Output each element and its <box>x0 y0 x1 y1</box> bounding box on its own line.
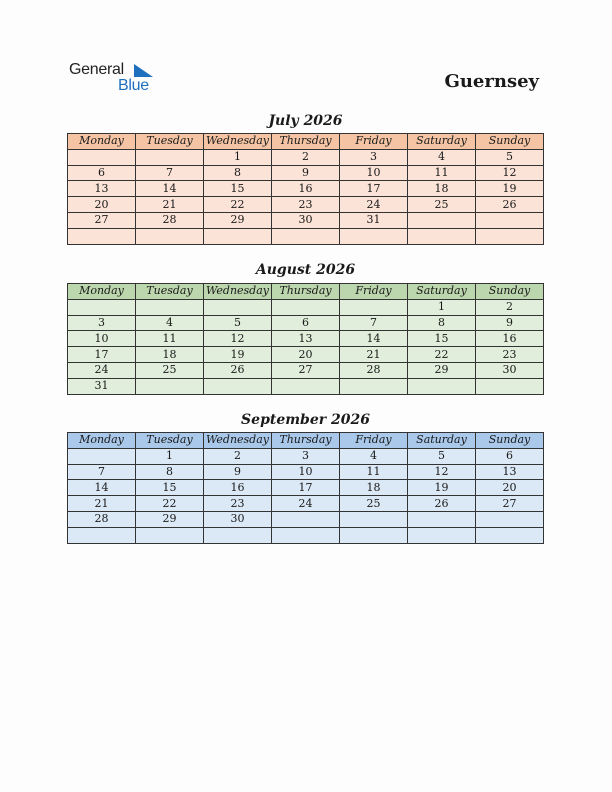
day-cell: 18 <box>340 480 408 496</box>
weekday-header-row <box>68 134 544 150</box>
week-row <box>68 496 544 512</box>
day-cell: 5 <box>408 448 476 464</box>
day-cell: 1 <box>408 299 476 315</box>
day-cell <box>272 378 340 394</box>
day-cell: 8 <box>204 165 272 181</box>
weekday-header-cell: Thursday <box>272 134 340 150</box>
day-cell <box>204 378 272 394</box>
day-cell: 31 <box>340 212 408 228</box>
day-cell: 11 <box>408 165 476 181</box>
day-cell <box>68 448 136 464</box>
month-title-august: August 2026 <box>255 262 356 278</box>
week-row <box>68 197 544 213</box>
weekday-header-cell: Monday <box>68 134 136 150</box>
calendar-september <box>67 432 544 544</box>
day-cell <box>272 511 340 527</box>
weekday-header-cell: Friday <box>340 284 408 300</box>
day-cell: 11 <box>340 464 408 480</box>
day-cell: 27 <box>272 362 340 378</box>
day-cell: 2 <box>204 448 272 464</box>
day-cell: 15 <box>204 181 272 197</box>
day-cell: 14 <box>68 480 136 496</box>
week-row <box>68 228 544 244</box>
day-cell <box>476 511 544 527</box>
day-cell: 28 <box>68 511 136 527</box>
day-cell: 22 <box>408 347 476 363</box>
day-cell <box>136 149 204 165</box>
day-cell: 10 <box>272 464 340 480</box>
calendar-july <box>67 133 544 245</box>
week-row <box>68 299 544 315</box>
week-row <box>68 347 544 363</box>
day-cell: 1 <box>136 448 204 464</box>
day-cell: 5 <box>476 149 544 165</box>
day-cell: 31 <box>68 378 136 394</box>
day-cell: 11 <box>136 331 204 347</box>
day-cell: 13 <box>68 181 136 197</box>
day-cell: 16 <box>204 480 272 496</box>
day-cell: 3 <box>340 149 408 165</box>
weekday-header-cell: Friday <box>340 134 408 150</box>
day-cell: 9 <box>476 315 544 331</box>
logo-text-general: General <box>69 61 124 78</box>
day-cell: 28 <box>340 362 408 378</box>
day-cell: 24 <box>272 496 340 512</box>
day-cell <box>204 228 272 244</box>
day-cell: 2 <box>476 299 544 315</box>
weekday-header-cell: Monday <box>68 433 136 449</box>
country-name: Guernsey <box>444 71 539 92</box>
week-row <box>68 480 544 496</box>
day-cell <box>68 149 136 165</box>
day-cell <box>272 228 340 244</box>
weekday-header-cell: Wednesday <box>204 134 272 150</box>
day-cell: 21 <box>68 496 136 512</box>
day-cell: 30 <box>476 362 544 378</box>
day-cell <box>204 299 272 315</box>
weekday-header-cell: Tuesday <box>136 433 204 449</box>
day-cell: 8 <box>136 464 204 480</box>
weekday-header-cell: Tuesday <box>136 134 204 150</box>
day-cell: 19 <box>204 347 272 363</box>
day-cell: 25 <box>340 496 408 512</box>
day-cell: 10 <box>68 331 136 347</box>
day-cell: 13 <box>476 464 544 480</box>
day-cell <box>136 527 204 543</box>
day-cell <box>68 228 136 244</box>
day-cell <box>272 527 340 543</box>
day-cell: 26 <box>204 362 272 378</box>
week-row <box>68 527 544 543</box>
day-cell: 24 <box>68 362 136 378</box>
week-row <box>68 464 544 480</box>
day-cell: 23 <box>272 197 340 213</box>
day-cell: 20 <box>68 197 136 213</box>
day-cell <box>476 228 544 244</box>
day-cell: 15 <box>136 480 204 496</box>
day-cell: 26 <box>408 496 476 512</box>
weekday-header-cell: Tuesday <box>136 284 204 300</box>
day-cell <box>340 299 408 315</box>
day-cell: 6 <box>68 165 136 181</box>
day-cell: 3 <box>68 315 136 331</box>
week-row <box>68 165 544 181</box>
day-cell: 23 <box>476 347 544 363</box>
day-cell: 8 <box>408 315 476 331</box>
day-cell: 4 <box>408 149 476 165</box>
weekday-header-cell: Saturday <box>408 134 476 150</box>
day-cell <box>476 378 544 394</box>
day-cell: 25 <box>408 197 476 213</box>
weekday-header-cell: Sunday <box>476 433 544 449</box>
day-cell: 13 <box>272 331 340 347</box>
day-cell: 20 <box>272 347 340 363</box>
weekday-header-cell: Sunday <box>476 284 544 300</box>
day-cell <box>408 212 476 228</box>
day-cell: 24 <box>340 197 408 213</box>
day-cell: 7 <box>68 464 136 480</box>
calendar-august <box>67 283 544 395</box>
weekday-header-row <box>68 284 544 300</box>
weekday-header-cell: Sunday <box>476 134 544 150</box>
day-cell: 30 <box>272 212 340 228</box>
day-cell: 5 <box>204 315 272 331</box>
weekday-header-cell: Wednesday <box>204 284 272 300</box>
day-cell: 16 <box>272 181 340 197</box>
day-cell: 21 <box>136 197 204 213</box>
week-row <box>68 362 544 378</box>
day-cell: 2 <box>272 149 340 165</box>
week-row <box>68 212 544 228</box>
day-cell: 22 <box>136 496 204 512</box>
day-cell: 4 <box>136 315 204 331</box>
day-cell <box>136 299 204 315</box>
weekday-header-cell: Saturday <box>408 284 476 300</box>
day-cell: 23 <box>204 496 272 512</box>
day-cell: 19 <box>408 480 476 496</box>
week-row <box>68 511 544 527</box>
day-cell: 17 <box>68 347 136 363</box>
day-cell <box>408 228 476 244</box>
day-cell: 21 <box>340 347 408 363</box>
day-cell: 25 <box>136 362 204 378</box>
day-cell: 14 <box>136 181 204 197</box>
week-row <box>68 149 544 165</box>
day-cell <box>340 511 408 527</box>
day-cell: 27 <box>68 212 136 228</box>
week-row <box>68 448 544 464</box>
week-row <box>68 378 544 394</box>
weekday-header-cell: Monday <box>68 284 136 300</box>
week-row <box>68 331 544 347</box>
day-cell <box>340 378 408 394</box>
day-cell <box>476 527 544 543</box>
weekday-header-cell: Friday <box>340 433 408 449</box>
day-cell: 10 <box>340 165 408 181</box>
day-cell: 7 <box>136 165 204 181</box>
weekday-header-row <box>68 433 544 449</box>
day-cell: 27 <box>476 496 544 512</box>
day-cell: 6 <box>476 448 544 464</box>
day-cell: 1 <box>204 149 272 165</box>
day-cell: 4 <box>340 448 408 464</box>
generalblue-logo <box>69 61 169 97</box>
weekday-header-cell: Saturday <box>408 433 476 449</box>
day-cell: 9 <box>272 165 340 181</box>
day-cell <box>136 378 204 394</box>
day-cell <box>408 527 476 543</box>
day-cell <box>136 228 204 244</box>
day-cell: 22 <box>204 197 272 213</box>
day-cell <box>272 299 340 315</box>
day-cell: 18 <box>136 347 204 363</box>
day-cell <box>340 527 408 543</box>
day-cell: 29 <box>136 511 204 527</box>
day-cell: 9 <box>204 464 272 480</box>
day-cell: 3 <box>272 448 340 464</box>
week-row <box>68 315 544 331</box>
day-cell: 12 <box>204 331 272 347</box>
day-cell: 15 <box>408 331 476 347</box>
logo-triangle-icon <box>132 64 154 78</box>
month-title-july: July 2026 <box>268 113 343 129</box>
day-cell: 29 <box>204 212 272 228</box>
weekday-header-cell: Thursday <box>272 433 340 449</box>
weekday-header-cell: Thursday <box>272 284 340 300</box>
month-title-september: September 2026 <box>241 412 370 428</box>
day-cell: 16 <box>476 331 544 347</box>
day-cell: 19 <box>476 181 544 197</box>
day-cell: 29 <box>408 362 476 378</box>
day-cell: 6 <box>272 315 340 331</box>
day-cell <box>340 228 408 244</box>
day-cell: 18 <box>408 181 476 197</box>
week-row <box>68 181 544 197</box>
day-cell: 7 <box>340 315 408 331</box>
day-cell: 30 <box>204 511 272 527</box>
day-cell: 12 <box>476 165 544 181</box>
day-cell <box>204 527 272 543</box>
day-cell: 20 <box>476 480 544 496</box>
day-cell <box>68 527 136 543</box>
day-cell: 17 <box>272 480 340 496</box>
day-cell: 26 <box>476 197 544 213</box>
day-cell <box>68 299 136 315</box>
day-cell <box>408 378 476 394</box>
day-cell: 28 <box>136 212 204 228</box>
logo-text-blue: Blue <box>118 77 149 94</box>
day-cell: 14 <box>340 331 408 347</box>
weekday-header-cell: Wednesday <box>204 433 272 449</box>
day-cell: 17 <box>340 181 408 197</box>
day-cell: 12 <box>408 464 476 480</box>
day-cell <box>476 212 544 228</box>
day-cell <box>408 511 476 527</box>
